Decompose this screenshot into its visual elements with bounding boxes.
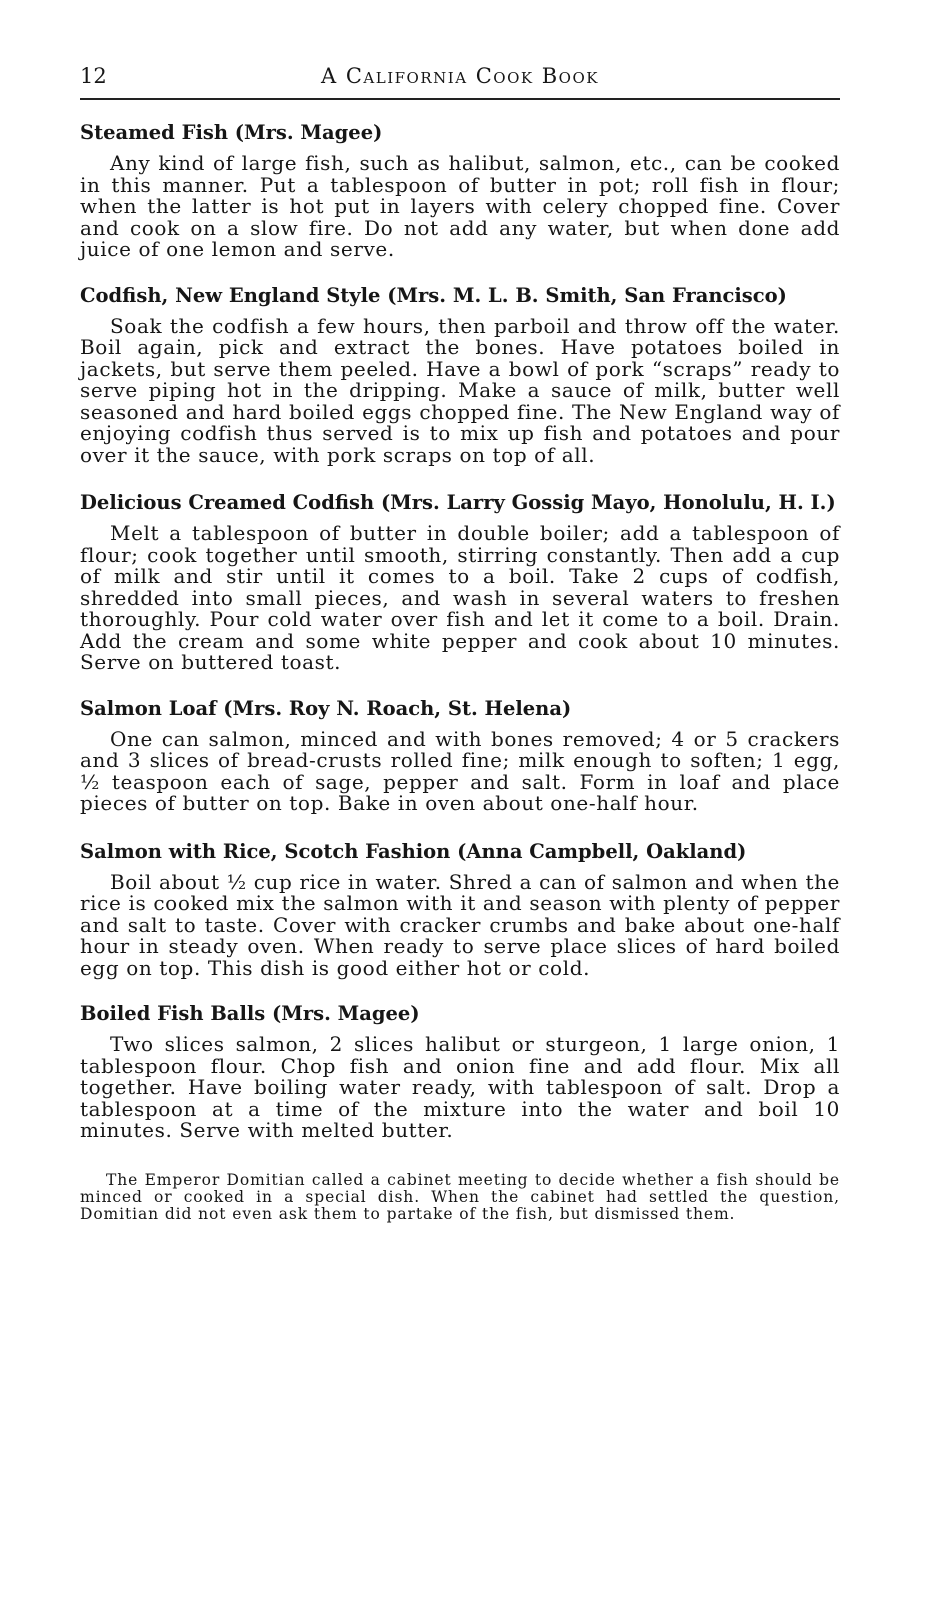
recipe-title: Codfish, New England Style (Mrs. M. L. B. Smith, San Francisco) [80, 283, 787, 307]
recipe-creamed-codfish [80, 492, 840, 674]
book-page [80, 58, 840, 1238]
recipe-body: One can salmon, minced and with bones removed; 4 or 5 crackers and 3 slices of bread-crusts rolled fine; milk enough to soften; 1 egg, ½ teaspoon each of sage, pepper and salt. Form in loaf and place pieces of butter on top. Bake in oven about one-half hour. [80, 726, 840, 815]
recipe-title: Boiled Fish Balls (Mrs. Magee) [80, 1002, 420, 1025]
page-number: 12 [80, 64, 107, 88]
recipe-body: Two slices salmon, 2 slices halibut or sturgeon, 1 large onion, 1 tablespoon flour. Chop fish and onion fine and add flour. Mix all together. Have boiling water ready, with tablespoon of salt. Drop a tablespoon at a time of the mixture into the water and boil 10 minutes. Serve with melted butter. [80, 1032, 840, 1142]
recipe-salmon-loaf [80, 698, 840, 815]
recipe-body: Soak the codfish a few hours, then parboil and throw off the water. Boil again, pick and extract the bones. Have potatoes boiled in jackets, but serve them peeled. Have a bowl of pork “scraps” ready to serve piping hot in the dripping. Make a sauce of milk, butter well seasoned and hard boiled eggs chopped fine. The New England way of enjoying codfish thus served is to mix up fish and potatoes and pour over it the sauce, with pork scraps on top of all. [80, 313, 840, 467]
recipe-salmon-with-rice [80, 841, 840, 980]
recipe-body: Melt a tablespoon of butter in double boiler; add a tablespoon of flour; cook together until smooth, stirring constantly. Then add a cup of milk and stir until it comes to a boil. Take 2 cups of codfish, shredded into small pieces, and wash in several waters to freshen thoroughly. Pour cold water over fish and let it come to a boil. Drain. Add the cream and some white pepper and cook about 10 minutes. Serve on buttered toast. [80, 521, 840, 674]
recipe-title: Salmon Loaf (Mrs. Roy N. Roach, St. Helena) [80, 696, 572, 720]
recipe-body: Any kind of large fish, such as halibut, salmon, etc., can be cooked in this manner. Put a tablespoon of butter in pot; roll fish in flour; when the latter is hot put in layers with celery chopped fine. Cover and cook on a slow fire. Do not add any water, but when done add juice of one lemon and serve. [80, 151, 840, 261]
recipe-steamed-fish [80, 122, 840, 261]
recipe-title: Steamed Fish (Mrs. Magee) [80, 121, 383, 144]
recipe-boiled-fish-balls [80, 1003, 840, 1142]
page-header [80, 58, 840, 100]
recipe-codfish-new-england [80, 285, 840, 467]
recipe-title: Salmon with Rice, Scotch Fashion (Anna Campbell, Oakland) [80, 839, 747, 863]
recipe-body: Boil about ½ cup rice in water. Shred a can of salmon and when the rice is cooked mix the salmon with it and season with plenty of pepper and salt to taste. Cover with cracker crumbs and bake about one-half hour in steady oven. When ready to serve place slices of hard boiled egg on top. This dish is good either hot or cold. [80, 869, 840, 980]
footnote: The Emperor Domitian called a cabinet meeting to decide whether a fish should be minced or cooked in a special dish. When the cabinet had settled the question, Domitian did not even ask them to partake of the fish, but dismissed them. [80, 1170, 840, 1223]
running-title: A California Cook Book [321, 64, 599, 88]
recipe-title: Delicious Creamed Codfish (Mrs. Larry Gossig Mayo, Honolulu, H. I.) [80, 491, 836, 514]
